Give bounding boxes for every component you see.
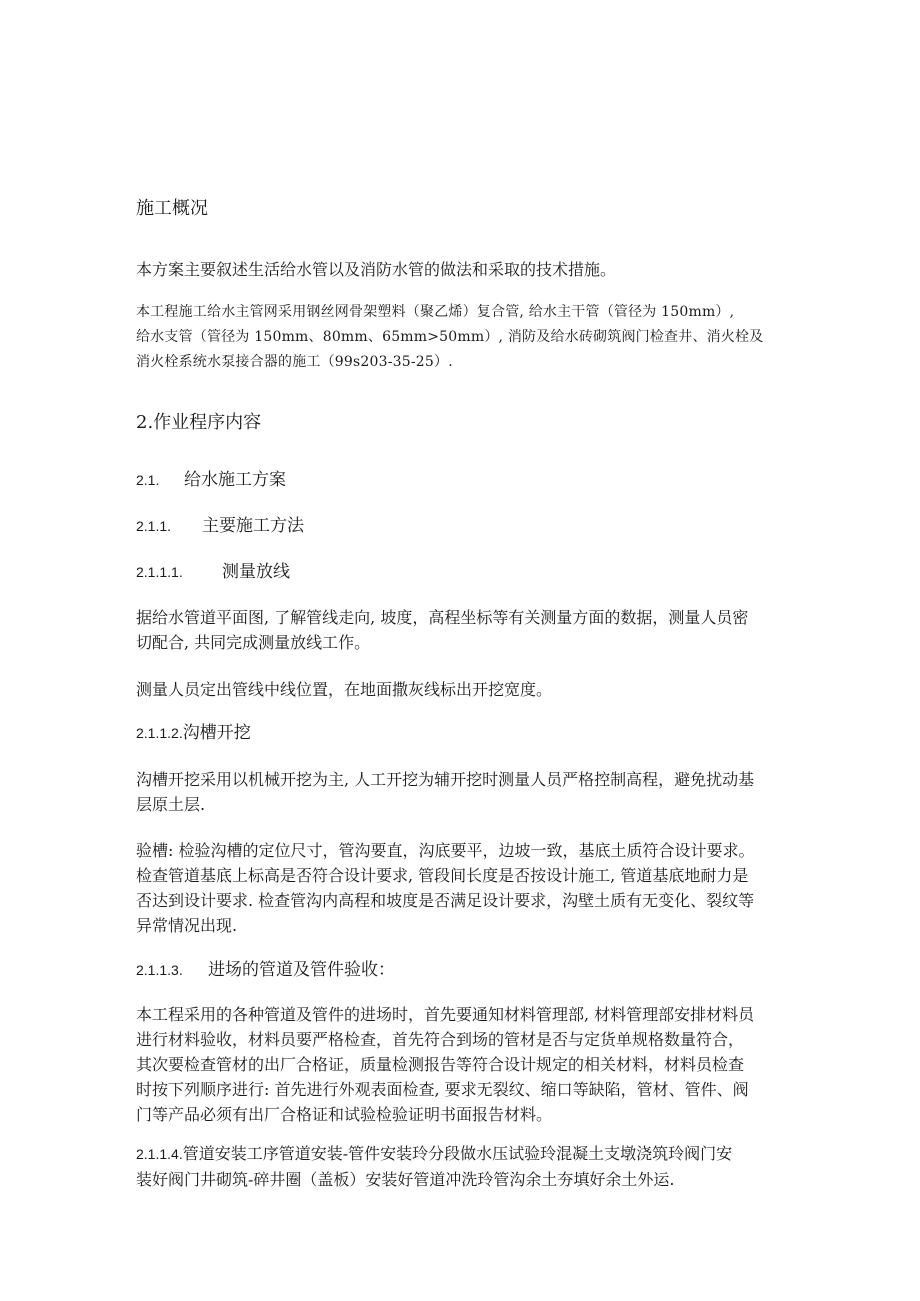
text-line: 层原土层. — [136, 795, 206, 814]
heading-number: 2.1.1.4. — [136, 1146, 183, 1162]
project-desc-line: 给水支管（管径为 150mm、80mm、65mm>50mm）, 消防及给水砖砌筑阀门检查井、消火栓及 — [136, 329, 764, 345]
heading-number: 2.1.1.1. — [136, 564, 183, 580]
heading-number: 2.1.1.2. — [136, 725, 183, 741]
text-line: 否达到设计要求. 检查管沟内高程和坡度是否满足设计要求，沟壁土质有无变化、裂纹等 — [136, 891, 755, 910]
text-line: 验槽: 检验沟槽的定位尺寸，管沟要直，沟底要平，边坡一致，基底土质符合设计要求。 — [136, 841, 755, 860]
overview-title: 施工概况 — [136, 198, 208, 219]
text-line: 装好阀门井砌筑-碎井圈（盖板）安装好管道冲洗玲管沟余土夯填好余土外运. — [136, 1170, 675, 1189]
text-line: 进行材料验收，材料员要严格检查，首先符合到场的管材是否与定货单规格数量符合， — [136, 1030, 745, 1049]
heading-label: 主要施工方法 — [202, 516, 304, 536]
heading-2-1-1-1 — [136, 560, 290, 584]
heading-2-1 — [136, 468, 286, 492]
survey-paragraph-1 — [136, 605, 796, 655]
acceptance-paragraph — [136, 1002, 796, 1127]
text-line: 异常情况出现. — [136, 916, 238, 935]
text-line: 其次要检查管材的出厂合格证，质量检测报告等符合设计规定的相关材料，材料员检查 — [136, 1055, 745, 1074]
text-line: 时按下列顺序进行: 首先进行外观表面检查, 要求无裂纹、缩口等缺陷，管材、管件、阀 — [136, 1080, 749, 1099]
text-line: 切配合, 共同完成测量放线工作。 — [136, 633, 371, 652]
text-line: 沟槽开挖采用以机械开挖为主, 人工开挖为辅开挖时测量人员严格控制高程，避免扰动基 — [136, 770, 755, 789]
survey-paragraph-2: 测量人员定出管线中线位置，在地面撒灰线标出开挖宽度。 — [136, 680, 553, 699]
heading-number: 2.1. — [136, 472, 160, 488]
heading-label: 测量放线 — [222, 562, 290, 582]
heading-2-1-1-3 — [136, 958, 395, 982]
intro-paragraph: 本方案主要叙述生活给水管以及消防水管的做法和采取的技术措施。 — [136, 260, 617, 279]
project-description — [136, 300, 796, 375]
heading-number: 2.1.1.3. — [136, 962, 183, 978]
install-heading-line — [136, 1141, 796, 1167]
heading-number: 2.1.1. — [136, 518, 172, 534]
section-2-title: 2.作业程序内容 — [136, 412, 262, 433]
heading-label: 进场的管道及管件验收： — [208, 960, 395, 980]
text-line: 本工程采用的各种管道及管件的进场时，首先要通知材料管理部, 材料管理部安排材料员 — [136, 1005, 755, 1024]
install-paragraph — [136, 1141, 796, 1192]
text-line: 据给水管道平面图, 了解管线走向, 坡度，高程坐标等有关测量方面的数据，测量人员密 — [136, 608, 749, 627]
trench-paragraph-2 — [136, 838, 796, 938]
trench-paragraph-1 — [136, 767, 796, 817]
text-line: 检查管道基底上标高是否符合设计要求, 管段间长度是否按设计施工, 管道基底地耐力是 — [136, 866, 749, 885]
heading-2-1-1 — [136, 514, 304, 538]
heading-2-1-1-2 — [136, 721, 251, 745]
heading-label: 沟槽开挖 — [182, 723, 251, 743]
heading-label: 给水施工方案 — [184, 470, 286, 490]
text-line: 门等产品必须有出厂合格证和试验检验证明书面报告材料。 — [136, 1105, 553, 1124]
heading-label: 管道安装工序管道安装-管件安装玲分段做水压试验玲混凝土支墩浇筑玲阀门安 — [182, 1144, 733, 1163]
project-desc-line: 消火栓系统水泵接合器的施工（99s203-35-25）. — [136, 354, 453, 370]
project-desc-line: 本工程施工给水主管网采用钢丝网骨架塑料（聚乙烯）复合管, 给水主干管（管径为 150mm）, — [136, 304, 735, 320]
